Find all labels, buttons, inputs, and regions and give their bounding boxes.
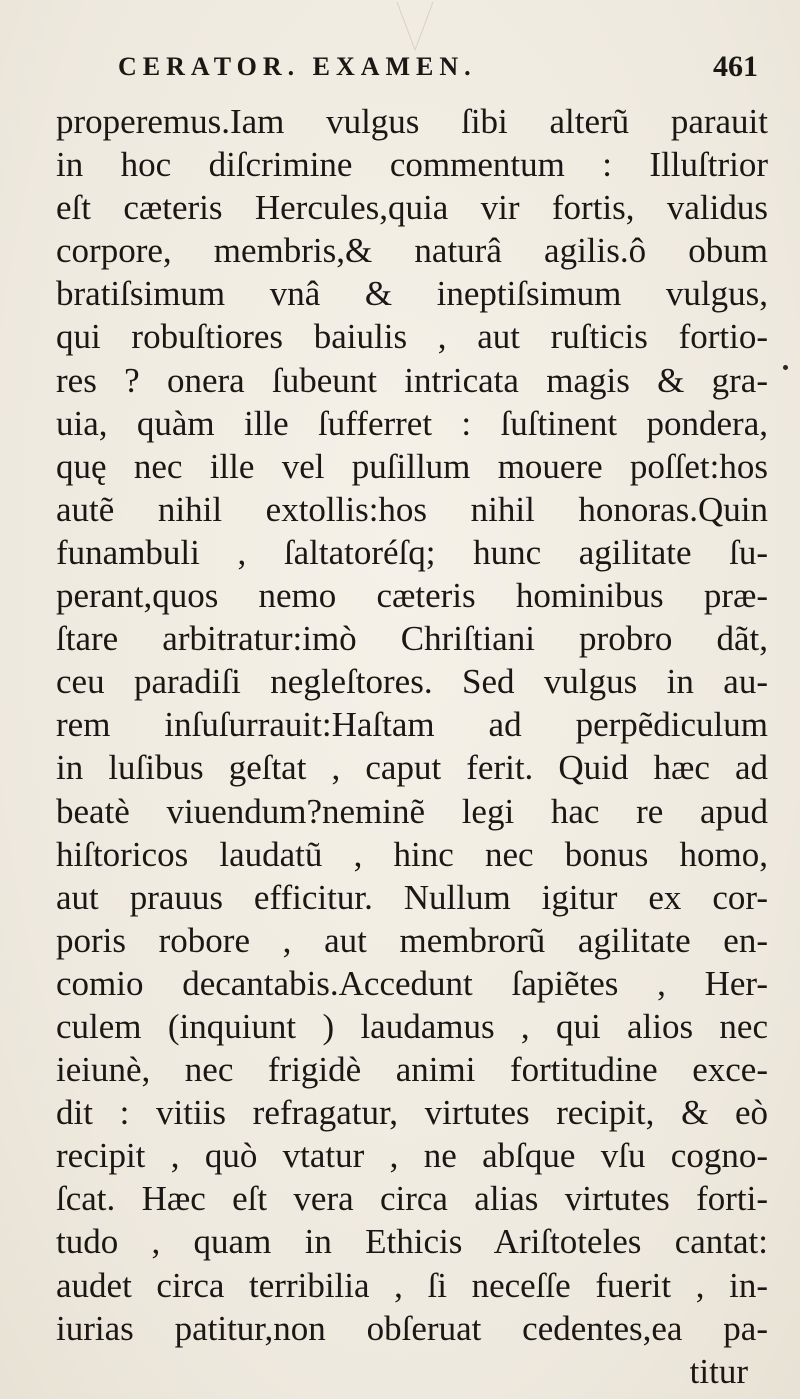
text-line: tudo , quam in Ethicis Ariſtoteles cantat: [56,1222,768,1262]
text-line: autẽ nihil extollis:hos nihil honoras.Quin [56,489,768,529]
text-line: ceu paradiſi negleſtores. Sed vulgus in au- [56,662,768,702]
text-line: ieiunè, nec frigidè animi fortitudine exce- [56,1050,768,1090]
text-line: audet circa terribilia , ſi neceſſe fuerit , in- [56,1265,768,1305]
text-line: aut prauus efficitur. Nullum igitur ex cor- [56,877,768,917]
text-line: funambuli , ſaltatoréſq; hunc agilitate ſu- [56,532,768,572]
page-header [118,52,758,92]
text-line: properemus.Iam vulgus ſibi alterũ parauit [56,102,768,141]
page-number: 461 [713,50,758,83]
text-line: in luſibus geſtat , caput ferit. Quid hæc ad [56,748,768,788]
running-head: CERATOR. EXAMEN. [118,52,477,81]
text-line: bratiſsimum vnâ & ineptiſsimum vulgus, [56,274,768,314]
text-line: rem inſuſurrauit:Haſtam ad perpẽdiculum [56,705,768,745]
text-line: eſt cæteris Hercules,quia vir fortis, validus [56,188,768,228]
text-line: iurias patitur,non obſeruat cedentes,ea pa- [56,1308,768,1348]
text-line: hiſtoricos laudatũ , hinc nec bonus homo, [56,834,768,874]
body-text [56,100,768,1393]
text-line: res ? onera ſubeunt intricata magis & gra- [56,360,768,400]
text-line: uia, quàm ille ſufferret : ſuſtinent pondera, [56,403,768,443]
catchword-line: titur [689,1351,748,1391]
text-line: dit : vitiis refragatur, virtutes recipit, & eò [56,1093,768,1133]
text-line: quę nec ille vel puſillum mouere poſſet:hos [56,446,768,486]
text-line: recipit , quò vtatur , ne abſque vſu cogno- [56,1136,768,1176]
text-line: comio decantabis.Accedunt ſapiẽtes , Her- [56,963,768,1003]
paper-fold-mark [395,0,435,55]
text-line: perant,quos nemo cæteris hominibus præ- [56,576,768,616]
text-line: ſcat. Hæc eſt vera circa alias virtutes forti- [56,1179,768,1219]
text-line: poris robore , aut membrorũ agilitate en- [56,920,768,960]
text-line: in hoc diſcrimine commentum : Illuſtrior [56,145,768,185]
text-line: culem (inquiunt ) laudamus , qui alios nec [56,1006,768,1046]
text-line: corpore, membris,& naturâ agilis.ô obum [56,231,768,271]
ink-dot [783,365,788,370]
text-line: beatè viuendum?neminẽ legi hac re apud [56,791,768,831]
text-line: ſtare arbitratur:imò Chriſtiani probro dãt, [56,619,768,659]
text-line: qui robuſtiores baiulis , aut ruſticis fortio- [56,317,768,357]
